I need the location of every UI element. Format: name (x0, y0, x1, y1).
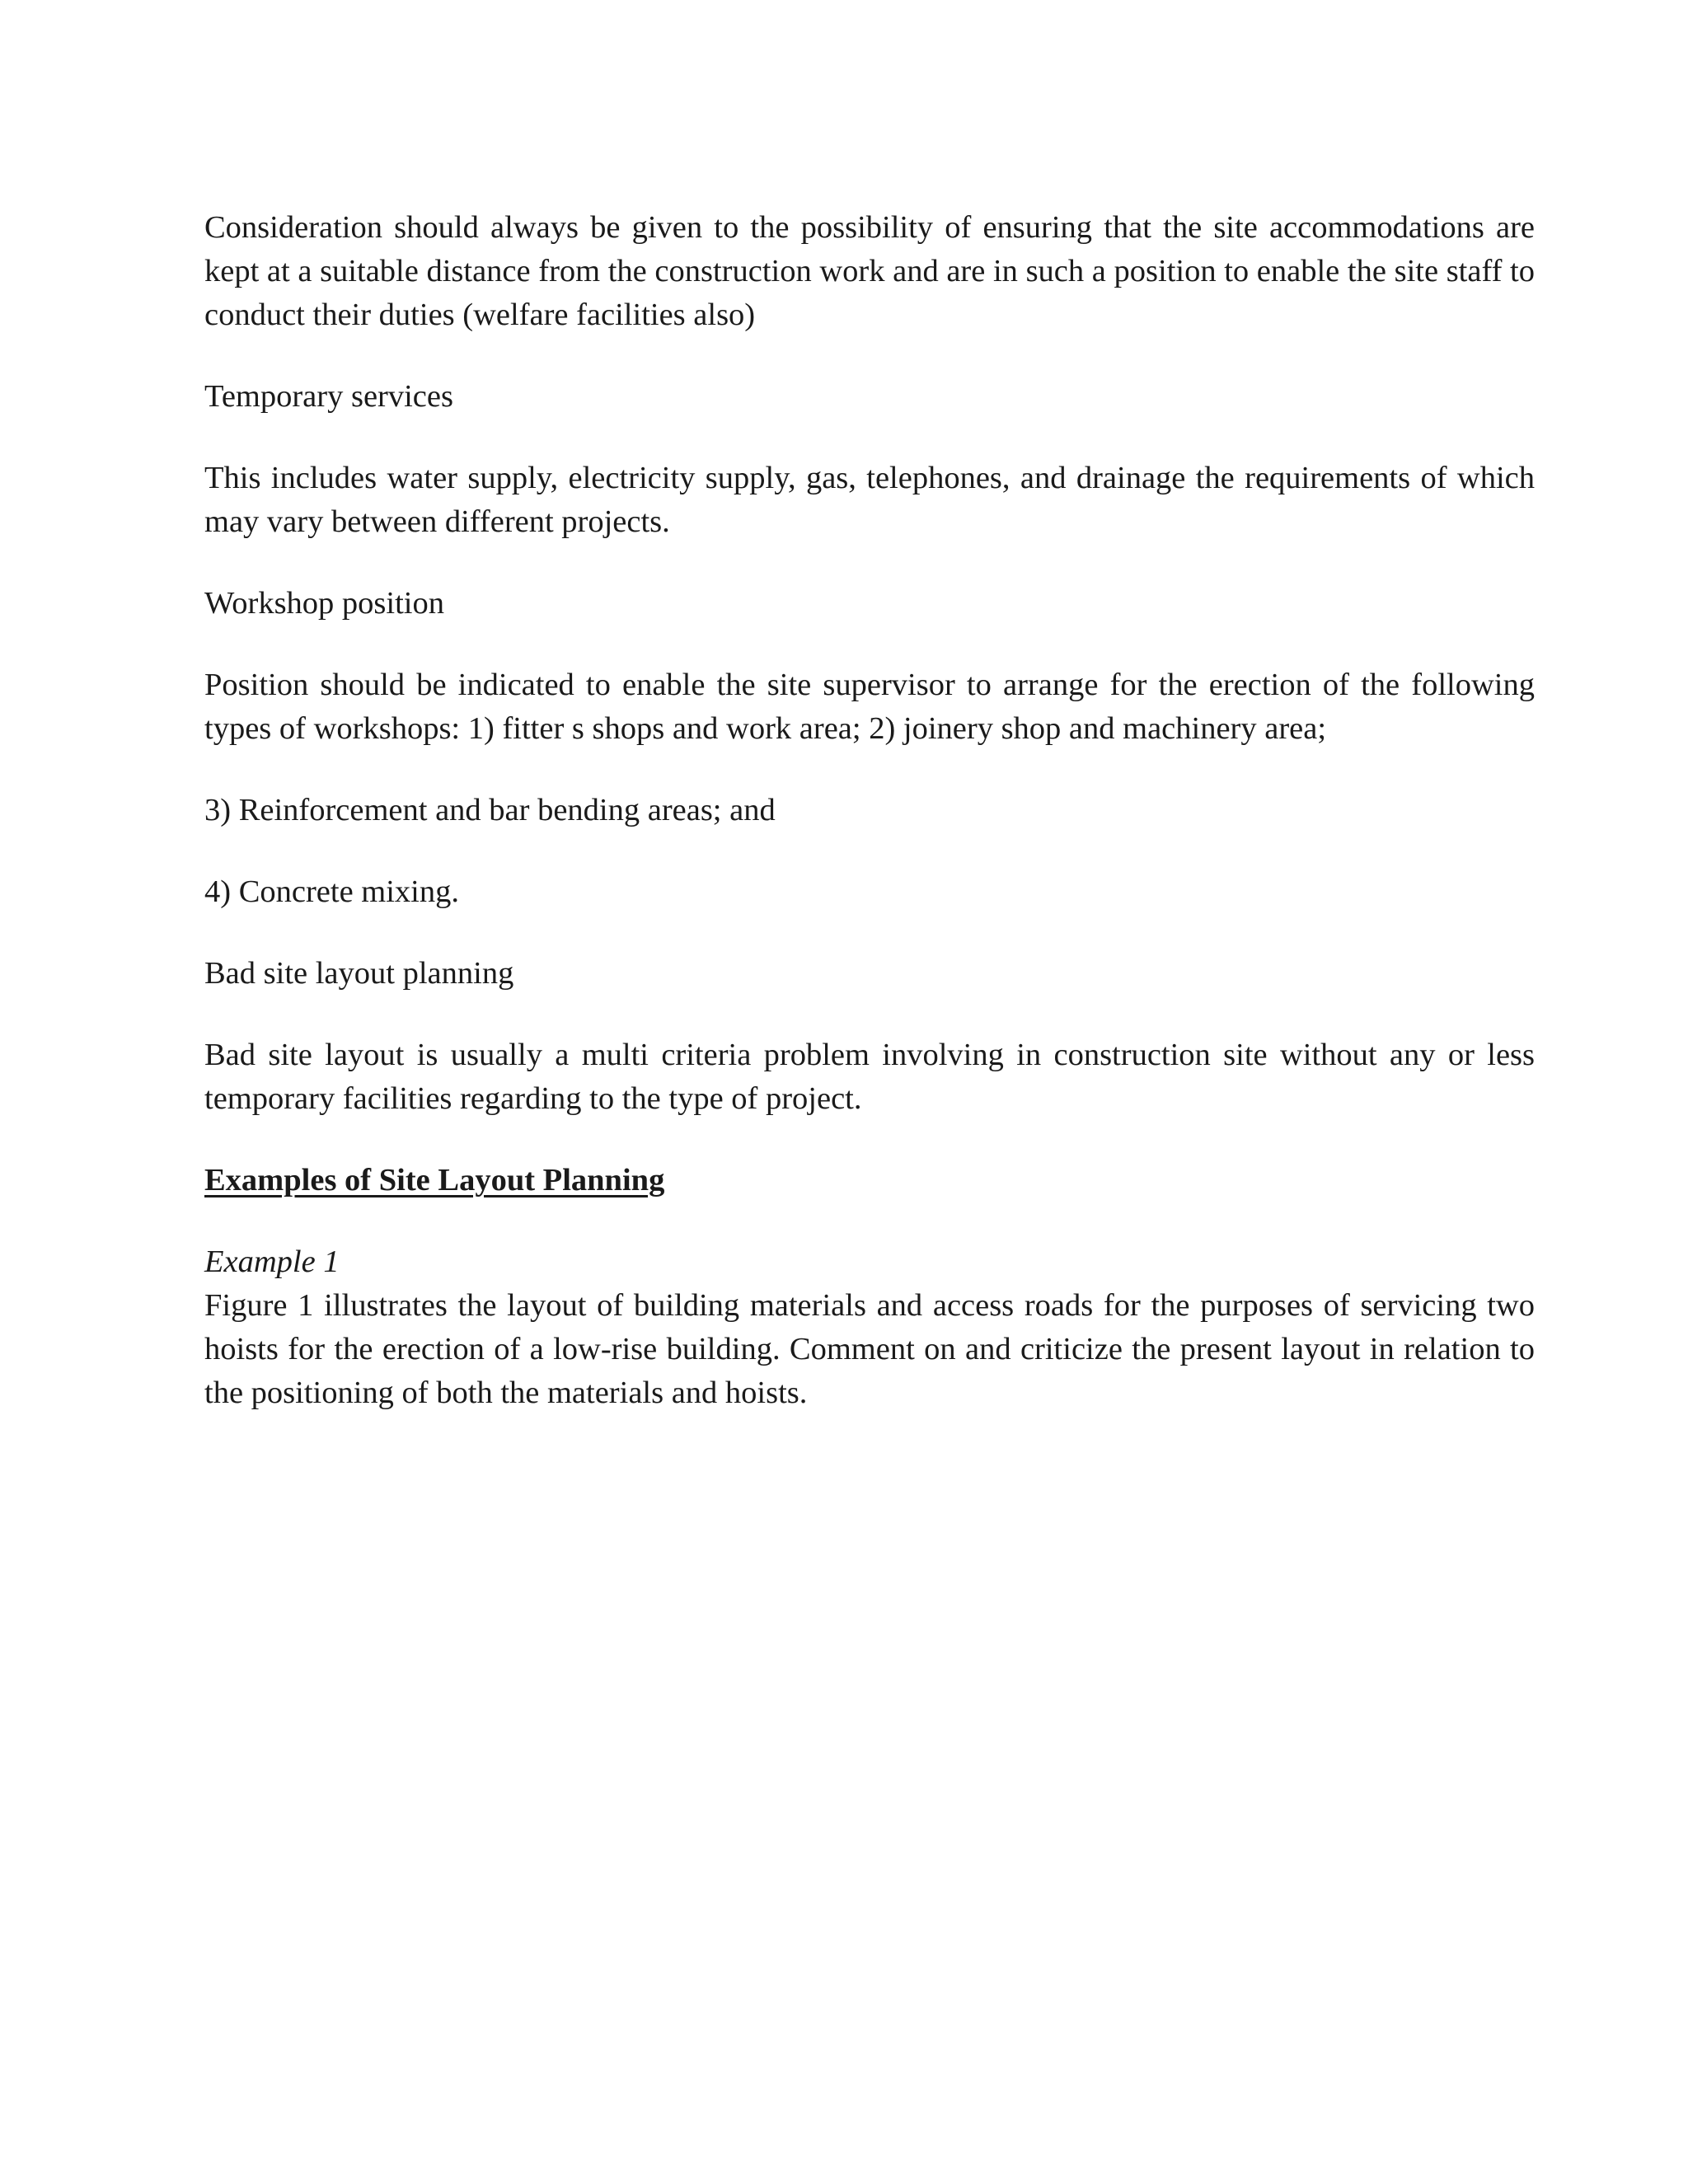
paragraph-temporary-services: This includes water supply, electricity supply, gas, telephones, and drainage the requirements of which may vary between different projects. (204, 461, 1535, 539)
example-text: Figure 1 illustrates the layout of building materials and access roads for the purposes of servicing two hoists for the erection of a low-rise building. Comment on and criticize the present layout in relation to the positioning of both the materials and hoists. (204, 1288, 1535, 1410)
example-label: Example 1 (204, 1244, 340, 1279)
list-item-reinforcement: 3) Reinforcement and bar bending areas; and (204, 793, 776, 827)
document-page (204, 206, 1535, 1415)
subheading-bad-site-layout: Bad site layout planning (204, 956, 514, 991)
paragraph-bad-site-layout: Bad site layout is usually a multi criteria problem involving in construction site without any or less temporary facilities regarding to the type of project. (204, 1038, 1535, 1116)
paragraph-workshop-position: Position should be indicated to enable the site supervisor to arrange for the erection of the following types of workshops: 1) fitter s shops and work area; 2) joinery shop and machinery area; (204, 668, 1535, 746)
subheading-temporary-services: Temporary services (204, 379, 453, 414)
list-item-concrete-mixing: 4) Concrete mixing. (204, 874, 459, 909)
paragraph-site-accommodations: Consideration should always be given to the possibility of ensuring that the site accommodations are kept at a suitable distance from the construction work and are in such a position to enable the site staff to conduct their duties (welfare facilities also) (204, 210, 1535, 332)
section-heading-examples: Examples of Site Layout Planning (204, 1163, 665, 1197)
subheading-workshop-position: Workshop position (204, 586, 445, 621)
